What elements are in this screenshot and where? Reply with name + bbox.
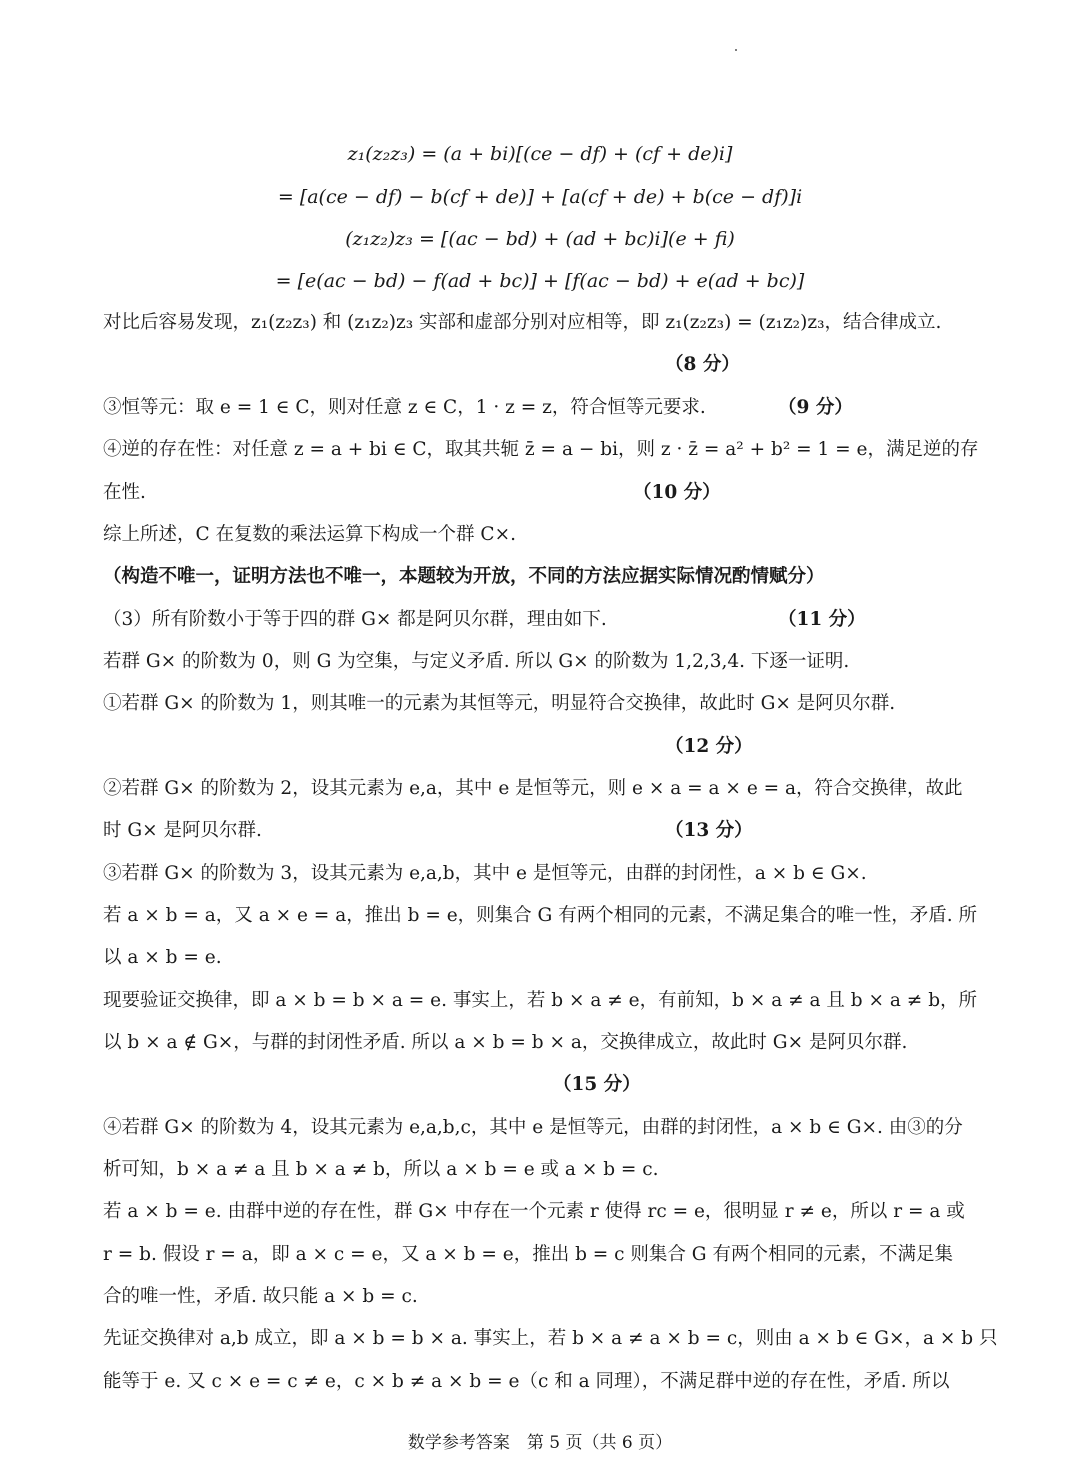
text-line: 现要验证交换律，即 a × b = b × a = e. 事实上，若 b × a ≠ e，有前知，b × a ≠ a 且 b × a ≠ b，所 [103, 990, 978, 1011]
score-mark: （9 分） [778, 397, 853, 418]
score-mark: （8 分） [665, 354, 740, 375]
text-line: ③恒等元：取 e = 1 ∈ C，则对任意 z ∈ C，1 · z = z，符合恒等元要求. [103, 397, 706, 418]
text-line: r = b. 假设 r = a，即 a × c = e，又 a × b = e，推出 b = c 则集合 G 有两个相同的元素，不满足集 [103, 1244, 953, 1265]
equation-1: z₁(z₂z₃) = (a + bi)[(ce − df) + (cf + de)i] [347, 143, 733, 165]
text-line: 在性. [103, 482, 146, 503]
scan-speck [735, 49, 737, 51]
text-line: 能等于 e. 又 c × e = c ≠ e，c × b ≠ a × b = e（c 和 a 同理），不满足群中逆的存在性，矛盾. 所以 [103, 1371, 950, 1392]
score-mark: （12 分） [665, 736, 753, 757]
score-mark: （13 分） [665, 820, 753, 841]
score-mark: （11 分） [778, 609, 866, 630]
text-line: 若 a × b = a，又 a × e = a，推出 b = e，则集合 G 有两个相同的元素，不满足集合的唯一性，矛盾. 所 [103, 905, 977, 926]
text-line: ④若群 G× 的阶数为 4，设其元素为 e,a,b,c，其中 e 是恒等元，由群的封闭性，a × b ∈ G×. 由③的分 [103, 1117, 963, 1138]
text-line: 以 a × b = e. [103, 947, 222, 968]
page-footer: 数学参考答案 第 5 页（共 6 页） [407, 1433, 673, 1453]
equation-2: = [a(ce − df) − b(cf + de)] + [a(cf + de) + b(ce − df)]i [277, 186, 803, 208]
text-line: 若 a × b = e. 由群中逆的存在性，群 G× 中存在一个元素 r 使得 rc = e，很明显 r ≠ e，所以 r = a 或 [103, 1201, 965, 1222]
score-mark: （15 分） [553, 1074, 641, 1095]
text-line: ④逆的存在性：对任意 z = a + bi ∈ C，取其共轭 z̄ = a − bi，则 z · z̄ = a² + b² = 1 = e，满足逆的存 [103, 439, 979, 460]
text-line: ①若群 G× 的阶数为 1，则其唯一的元素为其恒等元，明显符合交换律，故此时 G× 是阿贝尔群. [103, 693, 896, 714]
text-line: 先证交换律对 a,b 成立，即 a × b = b × a. 事实上，若 b × a ≠ a × b = c，则由 a × b ∈ G×，a × b 只 [103, 1328, 998, 1349]
text-line: （3）所有阶数小于等于四的群 G× 都是阿贝尔群，理由如下. [103, 609, 607, 630]
text-line: 若群 G× 的阶数为 0，则 G 为空集，与定义矛盾. 所以 G× 的阶数为 1,2,3,4. 下逐一证明. [103, 651, 850, 672]
text-line: 对比后容易发现，z₁(z₂z₃) 和 (z₁z₂)z₃ 实部和虚部分别对应相等，即 z₁(z₂z₃) = (z₁z₂)z₃，结合律成立. [103, 312, 942, 333]
text-line: 以 b × a ∉ G×，与群的封闭性矛盾. 所以 a × b = b × a，交换律成立，故此时 G× 是阿贝尔群. [103, 1032, 908, 1053]
text-line: 综上所述，C 在复数的乘法运算下构成一个群 C×. [103, 524, 516, 545]
grading-note: （构造不唯一，证明方法也不唯一，本题较为开放，不同的方法应据实际情况酌情赋分） [103, 566, 825, 587]
text-line: ③若群 G× 的阶数为 3，设其元素为 e,a,b，其中 e 是恒等元，由群的封闭性，a × b ∈ G×. [103, 863, 867, 884]
text-line: ②若群 G× 的阶数为 2，设其元素为 e,a，其中 e 是恒等元，则 e × a = a × e = a，符合交换律，故此 [103, 778, 963, 799]
equation-3: (z₁z₂)z₃ = [(ac − bd) + (ad + bc)i](e + fi) [345, 228, 735, 250]
text-line: 合的唯一性，矛盾. 故只能 a × b = c. [103, 1286, 418, 1307]
equation-4: = [e(ac − bd) − f(ad + bc)] + [f(ac − bd) + e(ad + bc)] [275, 270, 805, 292]
score-mark: （10 分） [633, 482, 721, 503]
text-line: 时 G× 是阿贝尔群. [103, 820, 262, 841]
text-line: 析可知，b × a ≠ a 且 b × a ≠ b，所以 a × b = e 或 a × b = c. [103, 1159, 659, 1180]
